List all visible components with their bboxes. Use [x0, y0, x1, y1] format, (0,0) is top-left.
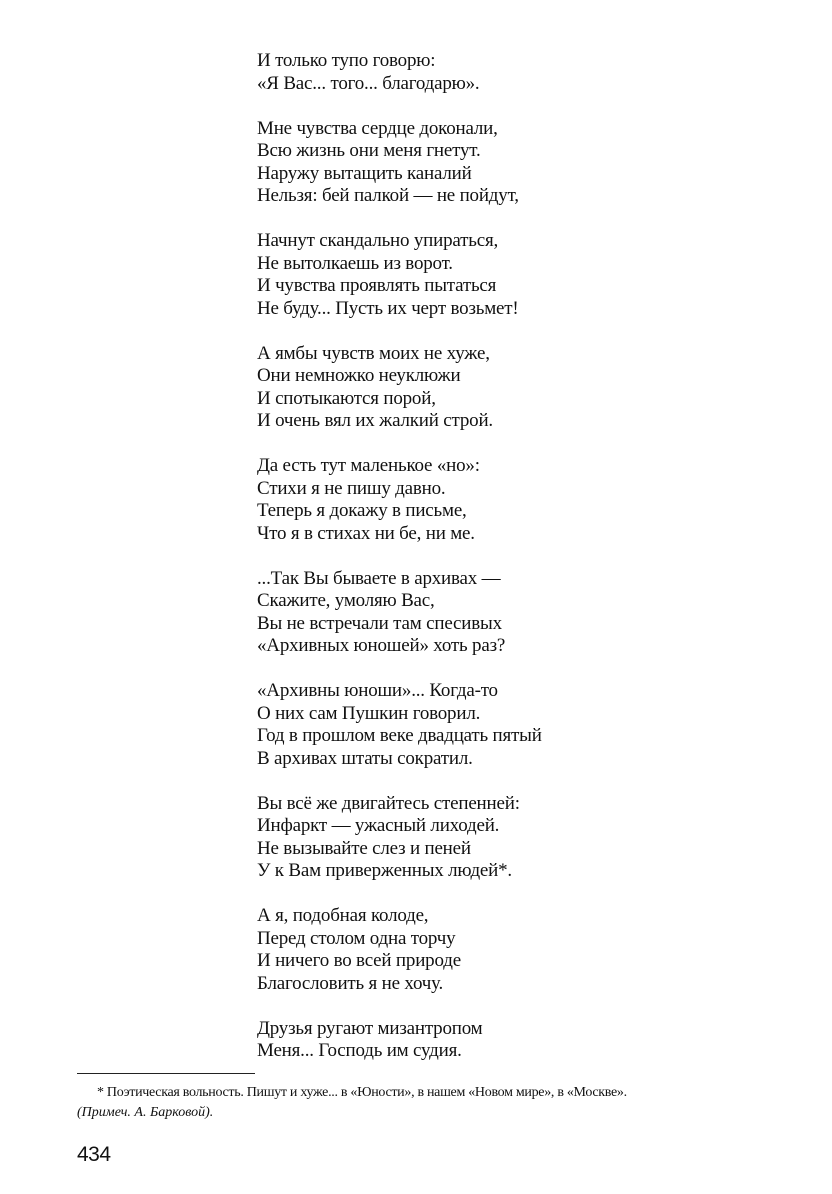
- poem-line: Вы всё же двигайтесь степенней:: [257, 792, 520, 814]
- poem-line: И чувства проявлять пытаться: [257, 275, 497, 296]
- poem-line: И только тупо говорю:: [257, 50, 436, 71]
- footnote-divider: [77, 1073, 255, 1074]
- poem-line: «Архивных юношей» хоть раз?: [257, 635, 506, 656]
- poem-line: Стихи я не пишу давно.: [257, 477, 446, 499]
- poem-line: Теперь я докажу в письме,: [257, 500, 467, 521]
- stanza-8: [257, 793, 797, 883]
- poem-line: Благословить я не хочу.: [257, 972, 444, 994]
- footnote: [77, 1083, 797, 1122]
- stanza-1: [257, 50, 797, 95]
- poem-line: Да есть тут маленькое «но»:: [257, 455, 480, 476]
- poem-line: А ямбы чувств моих не хуже,: [257, 342, 490, 364]
- poem-line: Что я в стихах ни бе, ни ме.: [257, 522, 475, 544]
- poem-line: Год в прошлом веке двадцать пятый: [257, 725, 542, 746]
- poem-line: И очень вял их жалкий строй.: [257, 410, 493, 431]
- poem-line: Мне чувства сердце доконали,: [257, 117, 498, 139]
- stanza-4: [257, 343, 797, 433]
- poem-line: Перед столом одна торчу: [257, 927, 456, 949]
- poem-line: «Архивны юноши»... Когда-то: [257, 680, 498, 701]
- stanza-5: [257, 455, 797, 545]
- poem-line: Друзья ругают мизантропом: [257, 1017, 483, 1039]
- stanza-7: [257, 680, 797, 770]
- poem-line: И ничего во всей природе: [257, 950, 461, 971]
- poem-line: Наружу вытащить каналий: [257, 162, 472, 184]
- poem-line: А я, подобная колоде,: [257, 905, 429, 926]
- poem-line: Не буду... Пусть их черт возьмет!: [257, 297, 519, 319]
- stanza-6: [257, 568, 797, 658]
- poem-line: Инфаркт — ужасный лиходей.: [257, 815, 500, 836]
- poem-line: Не вызывайте слез и пеней: [257, 837, 471, 859]
- poem-line: «Я Вас... того... благодарю».: [257, 72, 480, 94]
- poem-line: О них сам Пушкин говорил.: [257, 702, 481, 724]
- poem-line: ...Так Вы бываете в архивах —: [257, 567, 501, 589]
- poem: [257, 50, 797, 1085]
- poem-line: Вы не встречали там спесивых: [257, 612, 502, 634]
- poem-line: Всю жизнь они меня гнетут.: [257, 140, 481, 161]
- poem-line: Скажите, умоляю Вас,: [257, 590, 435, 611]
- poem-line: Меня... Господь им судия.: [257, 1040, 462, 1061]
- poem-line: Нельзя: бей палкой — не пойдут,: [257, 185, 519, 206]
- poem-line: Не вытолкаешь из ворот.: [257, 252, 453, 274]
- poem-line: Начнут скандально упираться,: [257, 230, 499, 251]
- footnote-attribution: (Примеч. А. Барковой).: [77, 1104, 214, 1120]
- poem-line: У к Вам приверженных людей*.: [257, 860, 512, 881]
- poem-line: В архивах штаты сократил.: [257, 747, 473, 769]
- stanza-9: [257, 905, 797, 995]
- stanza-2: [257, 118, 797, 208]
- stanza-10: [257, 1018, 797, 1063]
- poem-line: И спотыкаются порой,: [257, 387, 436, 409]
- poem-line: Они немножко неуклюжи: [257, 365, 461, 386]
- page-number: 434: [77, 1143, 111, 1166]
- footnote-text: * Поэтическая вольность. Пишут и хуже... в «Юности», в нашем «Новом мире», в «Москве».: [97, 1085, 627, 1100]
- stanza-3: [257, 230, 797, 320]
